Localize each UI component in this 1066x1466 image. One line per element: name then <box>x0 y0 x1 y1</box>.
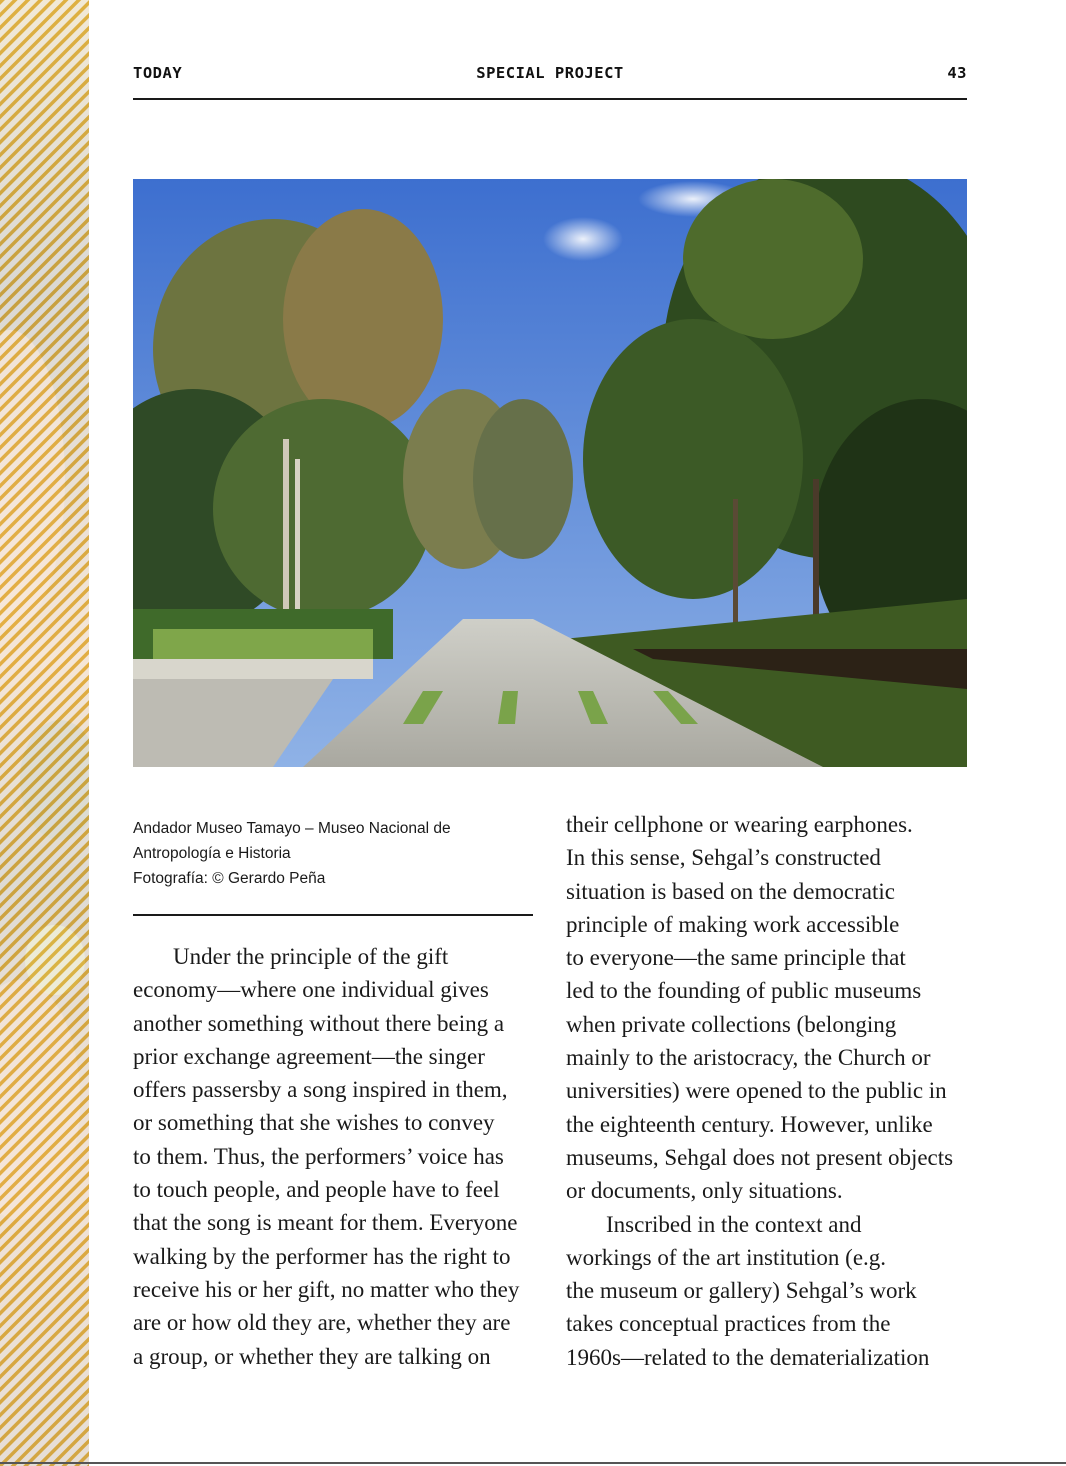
text-line: workings of the art institution (e.g. <box>566 1244 887 1270</box>
text-line: Inscribed in the context and <box>606 1211 862 1237</box>
section-label: TODAY <box>133 64 183 82</box>
text-line: to touch people, and people have to feel <box>133 1177 500 1203</box>
text-line: prior exchange agreement—the singer <box>133 1043 485 1069</box>
page-number: 43 <box>947 64 967 82</box>
park-path-photo <box>133 179 967 767</box>
text-line: In this sense, Sehgal’s constructed <box>566 845 881 871</box>
text-line: mainly to the aristocracy, the Church or <box>566 1045 931 1071</box>
page-bottom-edge <box>0 1462 1066 1464</box>
text-line: the museum or gallery) Sehgal’s work <box>566 1278 917 1304</box>
section-title: SPECIAL PROJECT <box>476 64 624 82</box>
text-line: to them. Thus, the performers’ voice has <box>133 1143 504 1169</box>
caption-line: Fotografía: © Gerardo Peña <box>133 870 326 887</box>
text-line: economy—where one individual gives <box>133 977 489 1003</box>
text-line: the eighteenth century. However, unlike <box>566 1111 933 1137</box>
text-line: universities) were opened to the public in <box>566 1078 947 1104</box>
caption-divider <box>133 914 533 916</box>
text-line: are or how old they are, whether they are <box>133 1310 511 1336</box>
text-line: their cellphone or wearing earphones. <box>566 812 913 837</box>
text-line: another something without there being a <box>133 1010 505 1036</box>
text-line: takes conceptual practices from the <box>566 1311 891 1337</box>
text-line: museums, Sehgal does not present objects <box>566 1144 954 1170</box>
text-line: walking by the performer has the right to <box>133 1243 511 1269</box>
body-column-left <box>133 940 543 1373</box>
decorative-side-stripe <box>0 0 89 1466</box>
text-line: a group, or whether they are talking on <box>133 1343 491 1369</box>
caption-line: Antropología e Historia <box>133 845 291 862</box>
text-line: led to the founding of public museums <box>566 978 922 1004</box>
text-line: 1960s—related to the dematerialization <box>566 1344 930 1370</box>
header-divider <box>133 98 967 100</box>
text-line: or documents, only situations. <box>566 1178 843 1204</box>
text-line: or something that she wishes to convey <box>133 1110 495 1136</box>
page-header <box>133 64 967 84</box>
text-line: offers passersby a song inspired in them, <box>133 1077 508 1103</box>
text-line: situation is based on the democratic <box>566 878 895 904</box>
text-line: that the song is meant for them. Everyone <box>133 1210 518 1236</box>
text-line: receive his or her gift, no matter who they <box>133 1276 520 1302</box>
text-line: principle of making work accessible <box>566 911 900 937</box>
photo-caption <box>133 816 533 891</box>
text-line: Under the principle of the gift <box>173 944 449 969</box>
text-line: to everyone—the same principle that <box>566 945 906 971</box>
text-line: when private collections (belonging <box>566 1011 897 1037</box>
caption-line: Andador Museo Tamayo – Museo Nacional de <box>133 820 451 837</box>
body-column-right <box>566 808 966 1374</box>
